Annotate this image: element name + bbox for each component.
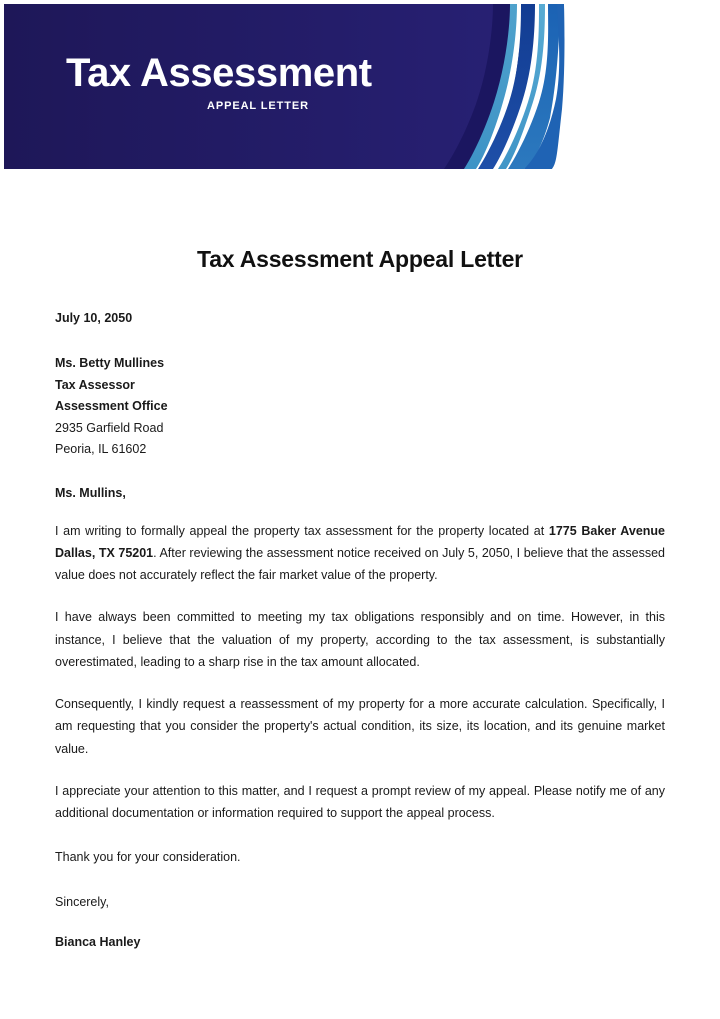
paragraph-3: Consequently, I kindly request a reassessment of my property for a more accurate calculation. Specifically, I am requesting that you consider the property's actual condition, its size, its location, and its genuine market value. (55, 697, 665, 756)
paragraph-1-tail: . After reviewing the assessment notice received on July 5, 2050, I believe that the assessed value does not accurately reflect the fair market value of the property. (55, 545, 665, 582)
paragraph-1-lead: I am writing to formally appeal the property tax assessment for the property located at (55, 523, 549, 538)
header-text-block (66, 52, 430, 112)
paragraph-2: I have always been committed to meeting my tax obligations responsibly and on time. However, in this instance, I believe that the valuation of my property, according to the tax assessment, is substantially overestimated, leading to a sharp rise in the tax amount allocated. (55, 610, 665, 669)
document-title: Tax Assessment Appeal Letter (197, 246, 523, 272)
salutation: Ms. Mullins, (55, 485, 126, 500)
letter-body (0, 172, 720, 949)
header-subtitle: APPEAL LETTER (207, 100, 309, 112)
paragraph-4: I appreciate your attention to this matter, and I request a prompt review of my appeal. Please notify me of any additional documentation or information required to support the appeal process. (55, 783, 665, 820)
header-plate (4, 4, 720, 169)
document-header-banner (0, 0, 720, 172)
thank-you-line: Thank you for your consideration. (55, 850, 241, 865)
header-title: Tax Assessment (66, 51, 372, 95)
letter-date: July 10, 2050 (55, 311, 133, 325)
recipient-name: Ms. Betty Mullines (55, 356, 165, 370)
recipient-organization: Assessment Office (55, 399, 168, 413)
recipient-job-title: Tax Assessor (55, 377, 135, 392)
recipient-street: 2935 Garfield Road (55, 420, 164, 435)
sign-off: Sincerely, (55, 894, 109, 909)
recipient-address-block (55, 353, 665, 461)
paragraph-1 (55, 520, 665, 587)
letter-content (55, 311, 665, 949)
recipient-city-state-zip: Peoria, IL 61602 (55, 442, 147, 456)
signature-name: Bianca Hanley (55, 934, 141, 949)
property-address-emphasis: 1775 Baker Avenue Dallas, TX 75201 (55, 523, 665, 560)
